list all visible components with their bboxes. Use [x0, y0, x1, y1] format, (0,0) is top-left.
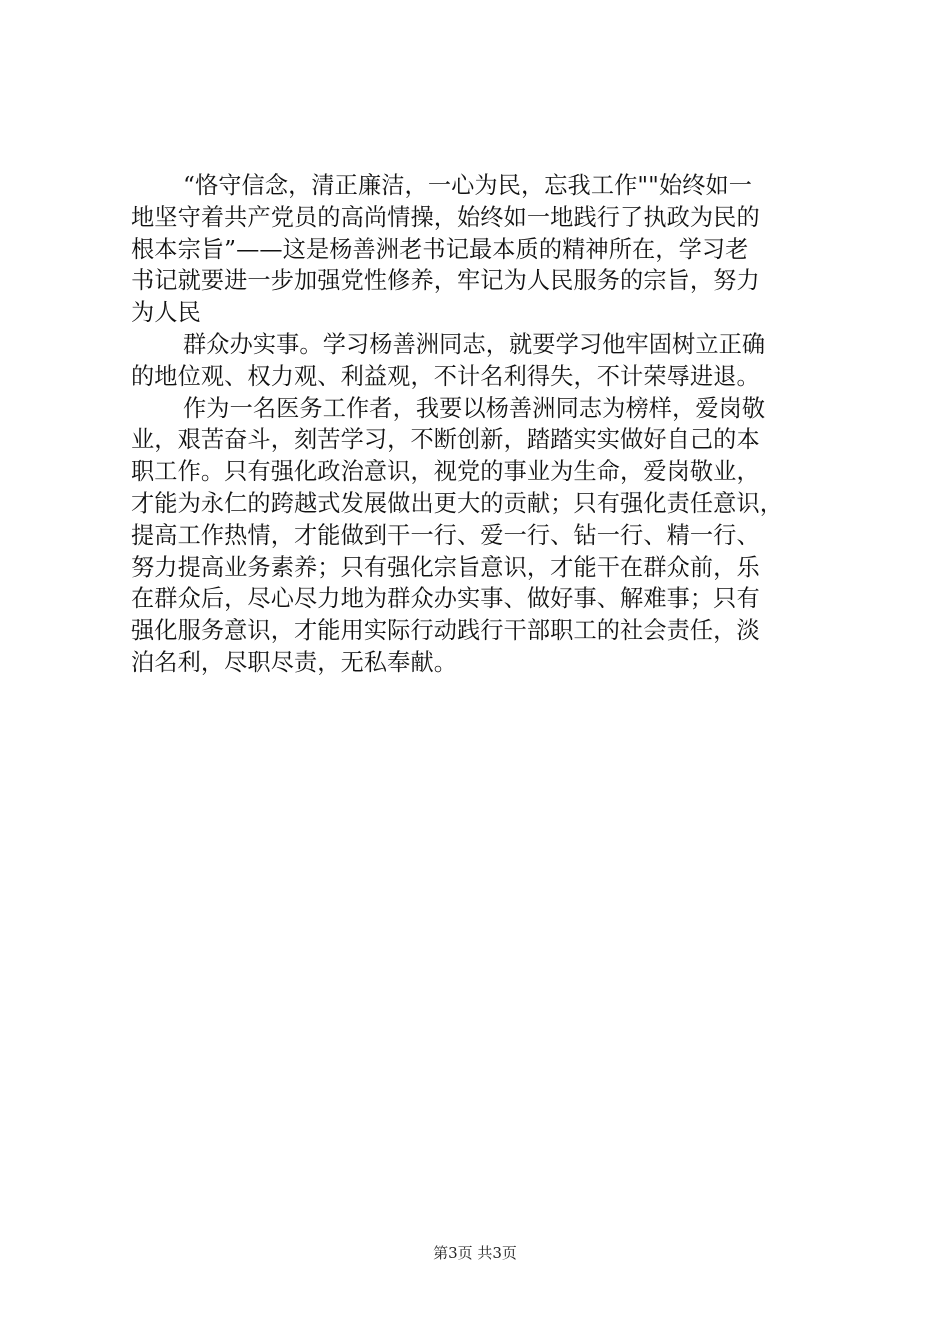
text-line: 才能为永仁的跨越式发展做出更大的贡献；只有强化责任意识，: [131, 489, 784, 517]
text-line: 书记就要进一步加强党性修养，牢记为人民服务的宗旨，努力: [131, 267, 760, 295]
text-line: 努力提高业务素养；只有强化宗旨意识，才能干在群众前，乐: [131, 553, 760, 581]
text-line: 职工作。只有强化政治意识，视党的事业为生命，爱岗敬业，: [131, 458, 760, 486]
text-line: 在群众后，尽心尽力地为群众办实事、做好事、解难事；只有: [131, 585, 760, 613]
page-number-footer: 第3页 共3页: [433, 1244, 517, 1262]
text-line: 泊名利，尽职尽责，无私奉献。: [131, 648, 458, 676]
text-line: 为人民: [131, 299, 201, 327]
text-line: 作为一名医务工作者，我要以杨善洲同志为榜样，爱岗敬: [183, 394, 766, 422]
text-line: 根本宗旨”——这是杨善洲老书记最本质的精神所在，学习老: [131, 235, 749, 263]
text-line: 提高工作热情，才能做到干一行、爱一行、钻一行、精一行、: [131, 521, 760, 549]
text-line: 业，艰苦奋斗，刻苦学习，不断创新，踏踏实实做好自己的本: [131, 426, 760, 454]
text-line: 强化服务意识，才能用实际行动践行干部职工的社会责任，淡: [131, 617, 760, 645]
text-line: 地坚守着共产党员的高尚情操，始终如一地践行了执政为民的: [131, 203, 760, 231]
document-body: [131, 170, 846, 679]
text-line: 的地位观、权力观、利益观，不计名利得失，不计荣辱进退。: [131, 362, 760, 390]
text-line: 群众办实事。学习杨善洲同志，就要学习他牢固树立正确: [183, 330, 766, 358]
text-line: “恪守信念，清正廉洁，一心为民，忘我工作""始终如一: [183, 172, 753, 199]
